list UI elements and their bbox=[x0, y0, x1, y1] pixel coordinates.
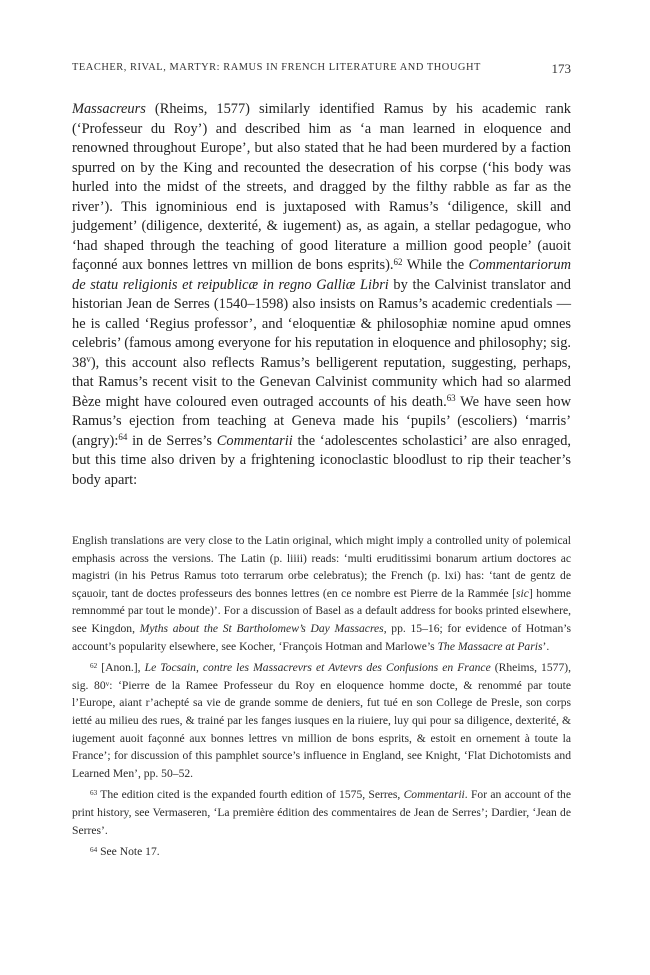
italic-run: sic bbox=[516, 586, 529, 600]
footnote-continuation bbox=[72, 532, 571, 655]
text-run: by the Calvinist translator and historian Jean de Serres (1540–1598) also insists on Ramus’s academic credentials — he is called ‘Regius professor’, and ‘eloquentiæ & philosophiæ nomine apud omnes celebris’ (famous among everyone for his reputation in eloquence and philosophy; sig. 38 bbox=[72, 276, 571, 371]
text-run: . For an account of the print history, see Vermaseren, ‘La première édition des commentaires de Jean de Serres’; Dardier, ‘Jean de Serres’. bbox=[72, 788, 572, 837]
footnotes bbox=[72, 532, 571, 865]
text-run: ] homme remnommé par tout le monde)’. For a discussion of Basel as a default address for books printed elsewhere, see Kingdon, bbox=[72, 586, 571, 635]
text-run: See Note 17. bbox=[97, 845, 160, 859]
italic-run: Commentariorum de statu religionis et reipublicæ in regno Galliæ Libri bbox=[72, 257, 571, 293]
note-ref: 63 bbox=[90, 789, 98, 798]
note-ref: 64 bbox=[90, 845, 98, 854]
italic-run: Le Tocsain, contre les Massacrevrs et Avtevrs des Confusions en France bbox=[144, 661, 491, 675]
note-ref: v bbox=[105, 679, 110, 688]
running-head bbox=[72, 61, 571, 76]
italic-run: Myths about the St Bartholomew’s Day Massacres bbox=[139, 621, 384, 635]
footnote-63 bbox=[72, 786, 571, 839]
note-ref: 64 bbox=[118, 432, 128, 443]
note-ref: 63 bbox=[446, 393, 456, 404]
text-run: : ‘Pierre de la Ramee Professeur du Roy en eloquence homme docte, & renommé par toute l’Europe, aiant r’achepté sa vie de grande somme de deniers, fut tué en son College de Presle, son corps ietté au milieu des rues, & trainé par les fanges iusques en la riuiere, luy qui pour sa diligence, dexterité, & iugement auoit façonné aux bonnes lettres vn million de bons esprits, & estoit en ornement à toute la France’; for discussion of this pamphlet source’s influence in England, see Knight, ‘Flat Dichotomists and Learned Men’, pp. 50–52. bbox=[72, 678, 571, 780]
italic-run: The Massacre at Paris bbox=[437, 639, 543, 653]
footnote-62 bbox=[72, 659, 571, 782]
text-run: While the bbox=[402, 257, 469, 273]
italic-run: Massacreurs bbox=[72, 101, 146, 117]
text-run: the ‘adolescentes scholastici’ are also enraged, but this time also driven by a frightening iconoclastic bloodlust to rip their teacher’s body apart: bbox=[72, 432, 571, 488]
text-run: English translations are very close to the Latin original, which might imply a controlled unity of polemical emphasis across the versions. The Latin (p. liiii) reads: ‘multi eruditissimi bonarum artium doctores ac magistri (in his Petrus Ramus toto terrarum orbe celebratus); the French (p. lxi) has: ‘tant de gentz de sçauoir, tant de doctes professeurs des bonnes lettres (en ce nombre est Pierre de la Rammée [ bbox=[72, 534, 571, 600]
text-run: , pp. 15–16; for evidence of Hotman’s account’s popularity elsewhere, see Kocher, ‘François Hotman and Marlowe’s bbox=[72, 621, 571, 653]
text-run: [Anon.], bbox=[97, 661, 145, 675]
page-number: 173 bbox=[551, 61, 571, 76]
footnote-64 bbox=[72, 843, 571, 861]
body-text bbox=[72, 100, 571, 490]
note-ref: 62 bbox=[393, 256, 403, 267]
text-run: We have seen how Ramus’s ejection from teaching at Geneva made his ‘pupils’ (escoliers) ‘marris’ (angry): bbox=[72, 393, 571, 449]
text-run: in de Serres’s bbox=[127, 432, 217, 449]
body-paragraph bbox=[72, 100, 571, 490]
text-run: ), this account also reflects Ramus’s belligerent reputation, suggesting, perhaps, that Ramus’s recent visit to the Genevan Calvinist community which had so alarmed Bèze might have coloured even outraged accounts of his death. bbox=[72, 354, 571, 410]
italic-run: Commentarii bbox=[216, 432, 293, 449]
note-ref: 62 bbox=[90, 661, 98, 670]
running-head-title: TEACHER, RIVAL, MARTYR: RAMUS IN FRENCH LITERATURE AND THOUGHT bbox=[72, 62, 481, 73]
text-run: (Rheims, 1577) similarly identified Ramus by his academic rank (‘Professeur du Roy’) and described him as ‘a man learned in eloquence and renowned throughout Europe’, but also stated that he had been murdered by a faction spurred on by the King and recounted the desecration of his corpse (‘his body was hurled into the midst of the streets, and dragged by the filthy rabble as far as the river’). This ignominious end is juxtaposed with Ramus’s ‘diligence, skill and judgement’ (diligence, dexterité, & iugement) as, as again, a stellar pedagogue, who ‘had shaped through the teaching of good literature a million good people’ (auoit façonné aux bonnes lettres vn million de bons esprits). bbox=[72, 101, 571, 273]
italic-run: Commentarii bbox=[403, 788, 465, 802]
note-ref: v bbox=[86, 354, 91, 365]
text-run: (Rheims, 1577), sig. 80 bbox=[72, 661, 571, 692]
text-run: ’. bbox=[542, 639, 550, 653]
text-run: The edition cited is the expanded fourth edition of 1575, Serres, bbox=[97, 788, 404, 802]
